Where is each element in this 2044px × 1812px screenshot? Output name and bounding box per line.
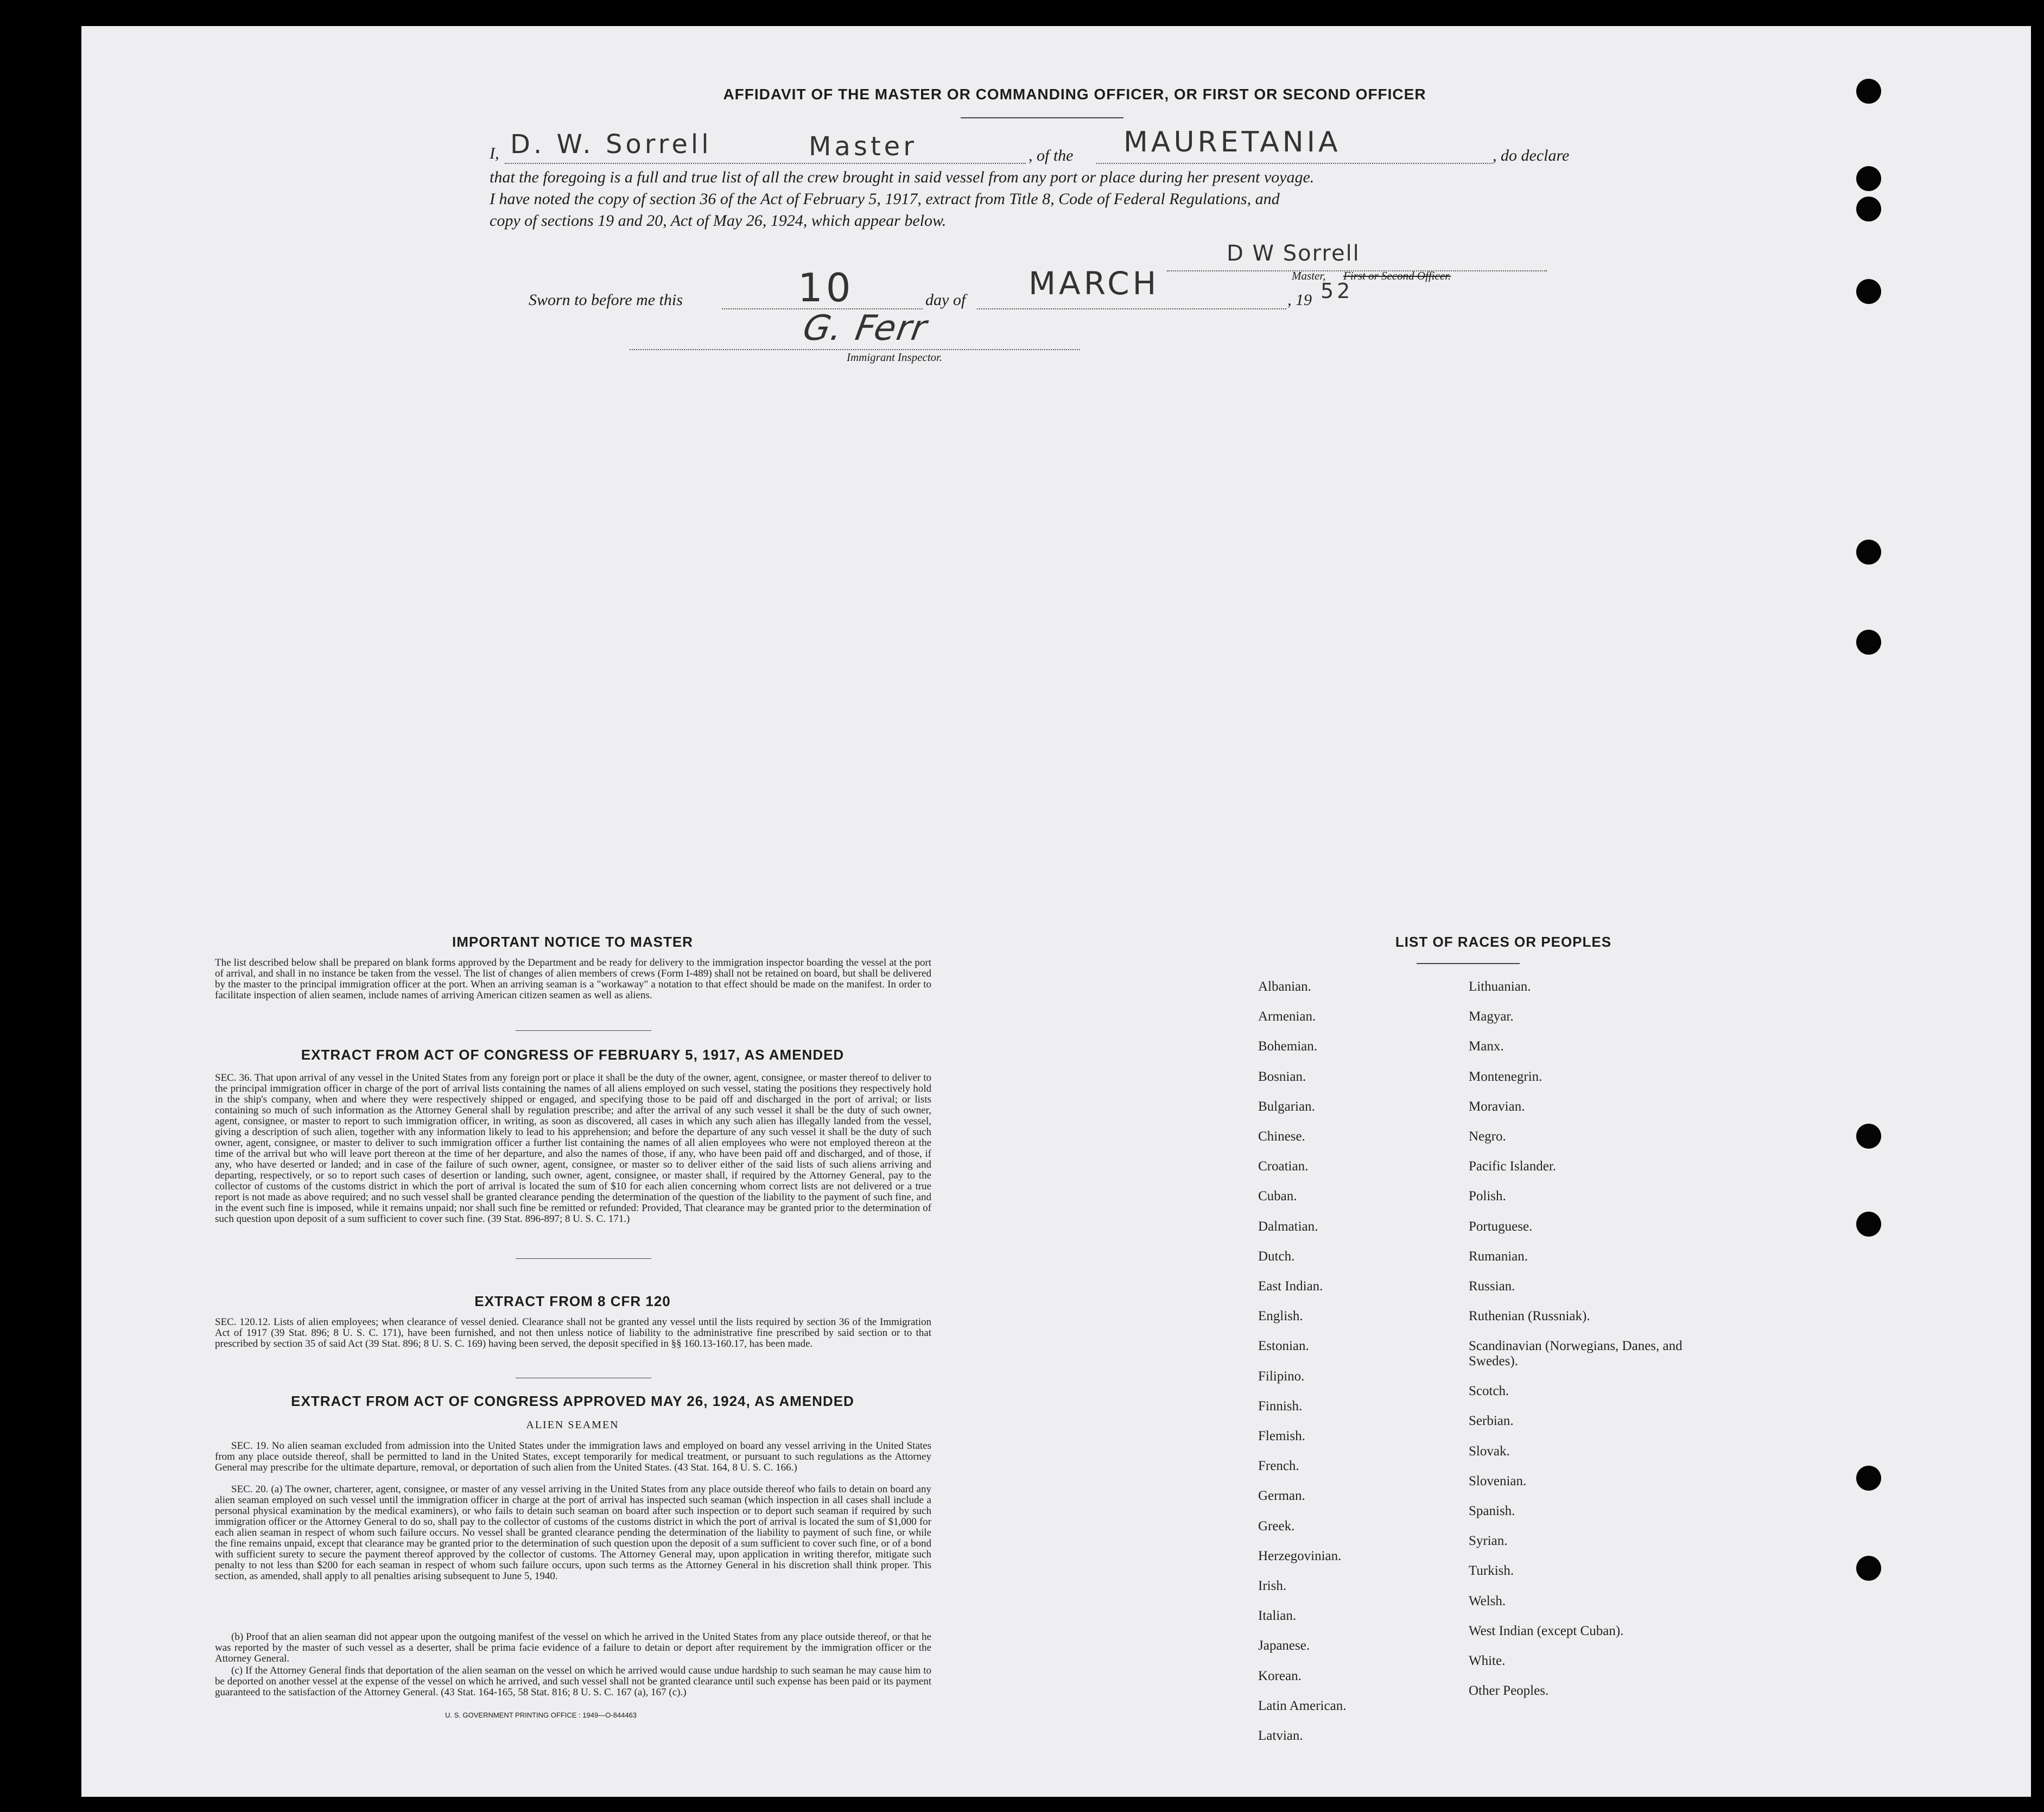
notice-body: The list described below shall be prepared on blank forms approved by the Department and be ready for delivery to the immigration inspector boarding the vessel at the port of arrival, and shall in no instance be taken from the vessel. The list of changes of alien members of crews (Form I-489) shall not be retained on board, but shall be delivered by the master to the principal immigration officer at the port. When an arriving seaman is a "workaway" a notation to that effect should be made on the manifest. In order to facilitate inspection of alien seamen, include names of arriving American citizen seamen as well as aliens. xyxy=(215,957,931,1001)
race-item: Magyar. xyxy=(1469,1009,1514,1024)
alien-seamen-subtitle: ALIEN SEAMEN xyxy=(526,1419,619,1431)
race-item: Albanian. xyxy=(1258,979,1311,994)
race-item: Cuban. xyxy=(1258,1189,1297,1204)
race-item: Russian. xyxy=(1469,1279,1515,1294)
race-item: Dalmatian. xyxy=(1258,1219,1318,1234)
handwritten-day: 10 xyxy=(798,265,854,311)
race-item: Filipino. xyxy=(1258,1368,1305,1384)
race-item: West Indian (except Cuban). xyxy=(1469,1623,1624,1638)
section-19-text: SEC. 19. No alien seaman excluded from admission into the United States under the immigration laws and employed on board any vessel arriving in the United States from any place outside thereof, shall be permitted to land in the United States, except temporarily for medical treatment, or pursuant to such regulations as the Attorney General may prescribe for the ultimate departure, removal, or deportation of such alien from the United States. (43 Stat. 164, 8 U. S. C. 166.) xyxy=(215,1440,931,1473)
binder-hole xyxy=(1856,79,1881,104)
handwritten-inspector-signature: G. Ferr xyxy=(796,308,935,349)
race-item: Latin American. xyxy=(1258,1698,1347,1713)
race-item: White. xyxy=(1469,1653,1506,1668)
race-item: Ruthenian (Russniak). xyxy=(1469,1309,1590,1324)
race-item: Welsh. xyxy=(1469,1593,1506,1608)
binder-hole xyxy=(1856,1212,1881,1237)
race-item: Irish. xyxy=(1258,1579,1287,1593)
race-item: Manx. xyxy=(1469,1039,1504,1054)
binder-hole xyxy=(1856,630,1881,655)
extract-1917-rule xyxy=(516,1258,651,1259)
extract-cfr-title: EXTRACT FROM 8 CFR 120 xyxy=(474,1293,671,1309)
race-item: Slovenian. xyxy=(1469,1473,1527,1488)
race-item: Armenian. xyxy=(1258,1009,1316,1024)
races-rule xyxy=(1417,963,1520,964)
do-declare-text: , do declare xyxy=(1493,147,1570,164)
handwritten-vessel-name: MAURETANIA xyxy=(1123,126,1341,159)
extract-1917-title: EXTRACT FROM ACT OF CONGRESS OF FEBRUARY 5, 1917, AS AMENDED xyxy=(301,1047,845,1063)
race-item: Korean. xyxy=(1258,1668,1302,1683)
extract-cfr-body: SEC. 120.12. Lists of alien employees; when clearance of vessel denied. Clearance shall not be granted any vessel until the lists required by section 36 of the Immigration Act of 1917 (39 Stat. 896; 8 U. S. C. 171), have been furnished, and not then unless notice of liability to the administrative fine prescribed by said section or to that prescribed by section 35 of said Act (39 Stat. 896; 8 U. S. C. 169) having been served, the deposit specified in §§ 160.13-160.17, has been made. xyxy=(215,1316,931,1350)
handwritten-year: 52 xyxy=(1321,279,1354,303)
race-item: Flemish. xyxy=(1258,1429,1305,1443)
year-prefix-text: , 19 xyxy=(1287,291,1312,309)
race-item: Negro. xyxy=(1469,1129,1506,1144)
race-item: East Indian. xyxy=(1258,1279,1323,1294)
race-item: Turkish. xyxy=(1469,1563,1514,1579)
inspector-label: Immigrant Inspector. xyxy=(847,351,943,364)
race-item: Herzegovinian. xyxy=(1258,1548,1342,1563)
handwritten-master-name: D. W. Sorrell xyxy=(510,129,712,160)
race-item: Bosnian. xyxy=(1258,1069,1306,1084)
printer-imprint: U. S. GOVERNMENT PRINTING OFFICE : 1949—O-844463 xyxy=(445,1711,637,1719)
binder-hole xyxy=(1856,540,1881,565)
section-20a-text: SEC. 20. (a) The owner, charterer, agent, consignee, or master of any vessel arriving in the United States from any place outside thereof who fails to detain on board any alien seaman employed on such vessel until the immigration officer in charge at the port of arrival has inspected such seaman (which inspection in all cases shall include a personal physical examination by the medical examiners), or who fails to detain such seaman on board after such inspection or to deport such seaman if required by such immigration officer or the Attorney General to do so, shall pay to the collector of customs of the customs district in which the port of arrival is located the sum of $1,000 for each alien seaman in respect of whom such failure occurs. No vessel shall be granted clearance pending the determination of the liability to payment of such fine, or while the fine remains unpaid, except that clearance may be granted prior to the determination of such question upon the deposit of a sum sufficient to cover such fine, or of a bond with sufficient surety to secure the payment thereof approved by the collector of customs. The Attorney General may, upon application in writing therefor, mitigate such penalty to not less than $200 for each seaman in respect of whom such failure occurs, upon such terms as the Attorney General in his discretion shall think proper. This section, as amended, shall apply to all penalties arising subsequent to June 5, 1940. xyxy=(215,1484,931,1582)
race-item: Dutch. xyxy=(1258,1249,1295,1264)
affidavit-line-4: copy of sections 19 and 20, Act of May 26, 1924, which appear below. xyxy=(490,212,947,230)
race-item: Serbian. xyxy=(1469,1414,1514,1429)
race-item: Rumanian. xyxy=(1469,1249,1528,1264)
race-item: Bulgarian. xyxy=(1258,1099,1315,1114)
title-rule xyxy=(961,117,1123,118)
race-item: Chinese. xyxy=(1258,1129,1305,1144)
race-item: English. xyxy=(1258,1309,1303,1324)
races-title: LIST OF RACES OR PEOPLES xyxy=(1395,934,1612,950)
section-20c-text: (c) If the Attorney General finds that deportation of the alien seaman on the vessel on which he arrived would cause undue hardship to such seaman he may cause him to be deported on another vessel at the expense of the vessel on which he arrived, and such vessel shall not be granted clearance until such expense has been paid or its payment guaranteed to the satisfaction of the Attorney General. (43 Stat. 164-165, 58 Stat. 816; 8 U. S. C. 167 (a), 167 (c).) xyxy=(215,1665,931,1698)
master-label: Master, xyxy=(1292,269,1326,282)
handwritten-rank: Master xyxy=(809,131,917,162)
binder-hole xyxy=(1856,1124,1881,1149)
binder-hole xyxy=(1856,279,1881,304)
race-item: Finnish. xyxy=(1258,1398,1303,1414)
race-item: Greek. xyxy=(1258,1518,1295,1534)
affidavit-line-2: that the foregoing is a full and true list of all the crew brought in said vessel from any port or place during her present voyage. xyxy=(490,168,1315,186)
race-item: Slovak. xyxy=(1469,1443,1510,1459)
notice-rule xyxy=(516,1030,651,1031)
race-item: Other Peoples. xyxy=(1469,1683,1549,1699)
affidavit-i: I, xyxy=(490,144,499,162)
race-item: Estonian. xyxy=(1258,1339,1309,1354)
handwritten-month: MARCH xyxy=(1029,265,1160,302)
race-item: Lithuanian. xyxy=(1469,979,1531,994)
section-20b-text: (b) Proof that an alien seaman did not appear upon the outgoing manifest of the vessel on which he arrived in the United States from any place outside thereof, or that he was reported by the master of such vessel as a deserter, shall be prima facie evidence of a failure to detain or deport after requirement by the immigration officer or the Attorney General. xyxy=(215,1631,931,1664)
extract-1924-title: EXTRACT FROM ACT OF CONGRESS APPROVED MAY 26, 1924, AS AMENDED xyxy=(291,1393,854,1409)
race-item: Italian. xyxy=(1258,1608,1297,1624)
sworn-text: Sworn to before me this xyxy=(529,291,683,309)
day-of-text: day of xyxy=(925,291,966,309)
notice-title: IMPORTANT NOTICE TO MASTER xyxy=(452,934,693,950)
affidavit-title: AFFIDAVIT OF THE MASTER OR COMMANDING OFFICER, OR FIRST OR SECOND OFFICER xyxy=(723,86,1426,103)
struck-officer-label: First or Second Officer. xyxy=(1343,269,1451,282)
handwritten-master-signature: D W Sorrell xyxy=(1227,241,1360,266)
race-item: Polish. xyxy=(1469,1189,1506,1204)
race-item: Latvian. xyxy=(1258,1728,1303,1743)
binder-hole xyxy=(1856,197,1881,221)
race-item: Portuguese. xyxy=(1469,1219,1533,1234)
race-item: French. xyxy=(1258,1459,1299,1474)
extract-1917-body: SEC. 36. That upon arrival of any vessel in the United States from any foreign port or place it shall be the duty of the owner, agent, consignee, or master thereof to deliver to the principal immigration officer in charge of the port of arrival lists containing the names of all aliens employed on such vessel, stating the positions they respectively hold in the ship's company, when and where they were respectively shipped or engaged, and specifying those to be paid off and discharged in the port of arrival; or lists containing so much of such information as the Attorney General shall by regulation prescribe; and after the arrival of any such vessel it shall be the duty of such owner, agent, consignee, or master to report to such immigration officer, in writing, as soon as discovered, all cases in which any such alien has illegally landed from the vessel, giving a description of such alien, together with any information likely to lead to his apprehension; and before the departure of any such vessel it shall be the duty of such owner, agent, consignee, or master to deliver to such immigration officer a further list containing the names of all alien employees who were not employed thereon at the time of the arrival but who will leave port thereon at the time of her departure, and also the names of those, if any, who have been paid off and discharged, and of those, if any, who have deserted or landed; and in case of the failure of such owner, agent, consignee, or master so to deliver either of the said lists of such aliens arriving and departing, respectively, or so to report such cases of desertion or landing, such owner, agent, consignee, or master shall, if required by the Attorney General, pay to the collector of customs of the customs district in which the port of arrival is located the sum of $10 for each alien concerning whom correct lists are not delivered or a true report is not made as above required; and no such vessel shall be granted clearance pending the determination of the question of the liability to the payment of such fine, and in the event such fine is imposed, while it remains unpaid; nor shall such fine be remitted or refunded: Provided, That clearance may be granted prior to the determination of such question upon deposit of a sum sufficient to cover such fine. (39 Stat. 896-897; 8 U. S. C. 171.) xyxy=(215,1072,931,1225)
binder-hole xyxy=(1856,1466,1881,1491)
race-item: Bohemian. xyxy=(1258,1039,1318,1054)
binder-hole xyxy=(1856,166,1881,191)
race-item: Scandinavian (Norwegians, Danes, and Swedes). xyxy=(1469,1339,1683,1369)
race-item: Spanish. xyxy=(1469,1504,1515,1518)
race-item: Montenegrin. xyxy=(1469,1069,1542,1084)
race-item: Scotch. xyxy=(1469,1384,1509,1399)
race-item: Japanese. xyxy=(1258,1638,1310,1653)
of-the-text: , of the xyxy=(1029,147,1074,164)
race-item: Croatian. xyxy=(1258,1159,1309,1174)
race-item: Moravian. xyxy=(1469,1099,1525,1114)
affidavit-line-3: I have noted the copy of section 36 of the Act of February 5, 1917, extract from Title 8, Code of Federal Regulations, and xyxy=(490,190,1280,208)
binder-hole xyxy=(1856,1556,1881,1581)
race-item: German. xyxy=(1258,1488,1305,1504)
document-page xyxy=(81,26,2031,1797)
race-item: Syrian. xyxy=(1469,1534,1508,1549)
race-item: Pacific Islander. xyxy=(1469,1159,1557,1174)
